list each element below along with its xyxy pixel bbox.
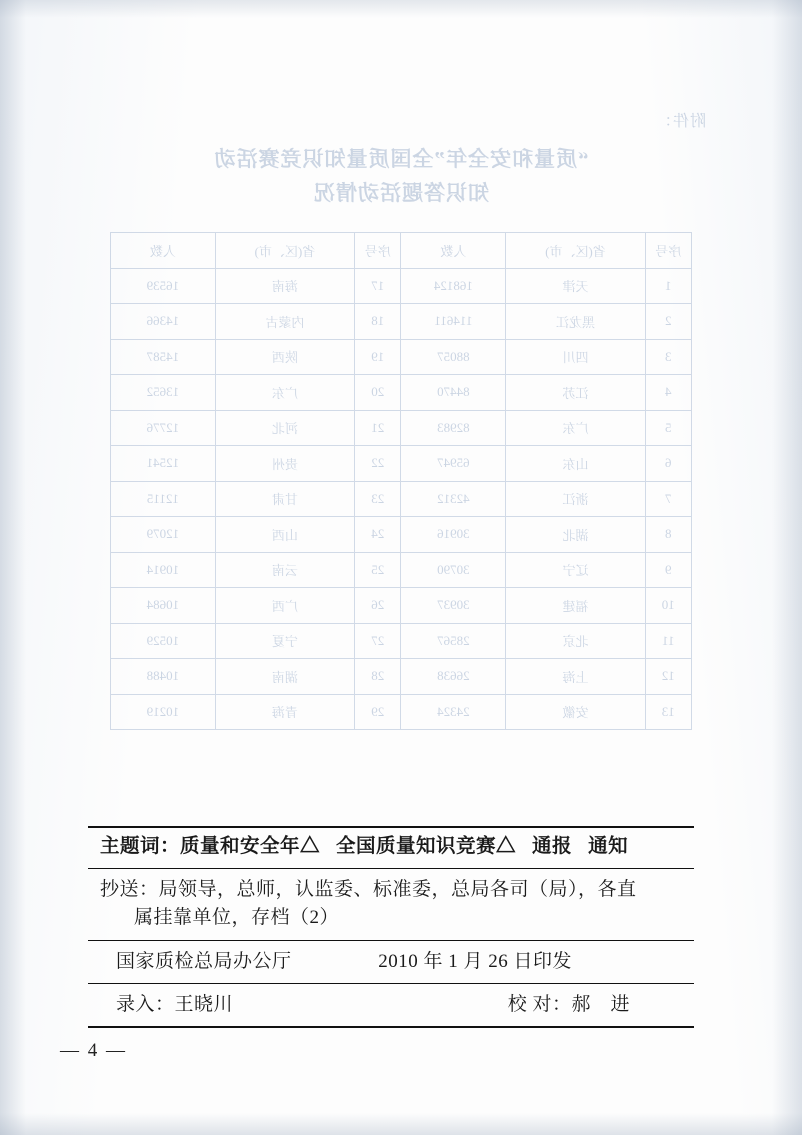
bleed-cell-no-left: 9 [645,552,691,588]
bleed-title [0,142,802,210]
bleed-cell-prov-left: 黑龙江 [506,304,645,340]
bleed-cell-prov-right: 贵州 [215,446,354,482]
scan-edge-left [0,0,26,1135]
bleed-cell-no-right: 26 [355,588,401,624]
bleed-table-row [111,694,692,730]
bleed-cell-no-right: 19 [355,339,401,375]
bleed-cell-num-left: 28567 [401,623,506,659]
bleed-cell-no-right: 17 [355,268,401,304]
bleed-cell-prov-left: 上海 [506,659,645,695]
bleed-cell-prov-left: 天津 [506,268,645,304]
bleed-cell-no-right: 21 [355,410,401,446]
bleed-cell-num-right: 13652 [111,375,216,411]
bleed-table [110,232,692,730]
bleed-header-prov-left: 省(区、市) [506,233,645,269]
issuer-row [88,941,694,984]
bleed-cell-prov-right: 海南 [215,268,354,304]
bleed-cell-num-left: 168124 [401,268,506,304]
proofreader-label: 校 对：郝 进 [507,994,630,1015]
bleed-cell-no-right: 28 [355,659,401,695]
bleed-cell-no-right: 29 [355,694,401,730]
bleed-cell-prov-right: 山西 [215,517,354,553]
bleed-cell-prov-left: 浙江 [506,481,645,517]
bleed-cell-prov-right: 青海 [215,694,354,730]
scan-edge-right [772,0,802,1135]
bleed-header-no-right: 序号 [355,233,401,269]
bleed-table-row [111,410,692,446]
bleed-table-row [111,375,692,411]
bleed-cell-prov-right: 宁夏 [215,623,354,659]
bleed-cell-num-left: 65947 [401,446,506,482]
bleed-cell-num-left: 114611 [401,304,506,340]
bleed-cell-prov-right: 云南 [215,552,354,588]
bleed-cell-no-left: 4 [645,375,691,411]
bleed-title-line2: 知识答题活动情况 [313,181,489,205]
keywords-row [88,828,694,869]
bleed-cell-num-left: 82983 [401,410,506,446]
bleed-cell-no-left: 7 [645,481,691,517]
bleed-cell-num-right: 10488 [111,659,216,695]
bleed-cell-num-right: 10219 [111,694,216,730]
bleed-table-row [111,659,692,695]
bleed-table-row [111,304,692,340]
bleed-cell-prov-left: 江苏 [506,375,645,411]
bleed-corner-note: 附件： [654,113,706,130]
bleed-cell-num-left: 30916 [401,517,506,553]
bleed-cell-prov-right: 甘肃 [215,481,354,517]
bleed-cell-no-right: 27 [355,623,401,659]
bleed-cell-no-right: 18 [355,304,401,340]
typist-row [88,984,694,1026]
bleed-cell-num-right: 14366 [111,304,216,340]
bleed-cell-prov-left: 四川 [506,339,645,375]
bleed-cell-num-right: 14587 [111,339,216,375]
bleed-header-no-left: 序号 [645,233,691,269]
bleed-cell-num-right: 12079 [111,517,216,553]
bleed-cell-prov-left: 安徽 [506,694,645,730]
bleed-cell-num-left: 26638 [401,659,506,695]
issuer-office: 国家质检总局办公厅 [116,951,292,972]
bleed-cell-prov-right: 河北 [215,410,354,446]
bleed-cell-no-right: 25 [355,552,401,588]
bleed-cell-num-left: 30790 [401,552,506,588]
keyword-item-3: 通知 [588,836,629,857]
bleed-cell-prov-right: 广西 [215,588,354,624]
bleed-cell-no-left: 11 [645,623,691,659]
bleed-cell-prov-left: 福建 [506,588,645,624]
bleed-cell-num-left: 42312 [401,481,506,517]
issue-date: 2010 年 1 月 26 日印发 [378,951,572,972]
bleed-header-num-left: 人数 [401,233,506,269]
bleed-table-row [111,517,692,553]
bleed-cell-num-right: 12541 [111,446,216,482]
keyword-item-1: 全国质量知识竞赛△ [336,836,517,857]
bleed-header-num-right: 人数 [111,233,216,269]
bleed-cell-prov-left: 湖北 [506,517,645,553]
bleed-cell-no-left: 10 [645,588,691,624]
bleed-cell-no-left: 3 [645,339,691,375]
bleed-cell-num-left: 88057 [401,339,506,375]
bleed-cell-no-right: 20 [355,375,401,411]
document-footer-block [88,826,694,1028]
bleed-cell-prov-right: 内蒙古 [215,304,354,340]
bleed-cell-no-right: 23 [355,481,401,517]
cc-line-2: 属挂靠单位，存档（2） [134,907,340,928]
bleed-cell-prov-left: 辽宁 [506,552,645,588]
bleed-cell-num-right: 10684 [111,588,216,624]
bleed-table-row [111,481,692,517]
bleed-cell-prov-left: 山东 [506,446,645,482]
bleed-cell-no-left: 1 [645,268,691,304]
bleed-cell-num-right: 12115 [111,481,216,517]
page-number: — 4 — [60,1040,127,1061]
cc-text-1: 局领导，总师，认监委、标准委，总局各司（局），各直 [158,879,637,900]
bleed-table-row [111,623,692,659]
bleed-table-row [111,552,692,588]
cc-row [88,869,694,941]
bleed-cell-no-left: 5 [645,410,691,446]
bleed-cell-no-left: 12 [645,659,691,695]
bleed-cell-no-right: 24 [355,517,401,553]
bleed-cell-no-right: 22 [355,446,401,482]
keywords-label: 主题词： [100,836,181,857]
bleed-cell-num-left: 30937 [401,588,506,624]
scan-edge-top [0,0,802,18]
scan-edge-bottom [0,1113,802,1135]
bleed-cell-no-left: 13 [645,694,691,730]
bleed-table-body [111,233,692,730]
bleed-cell-prov-right: 湖南 [215,659,354,695]
bleed-title-line1: “质量和安全年”全国质量知识竞赛活动 [213,147,589,171]
bleed-cell-num-right: 12776 [111,410,216,446]
bleed-cell-prov-left: 北京 [506,623,645,659]
bleed-cell-num-right: 16539 [111,268,216,304]
bleed-table-header-row [111,233,692,269]
bleed-table-row [111,339,692,375]
bleed-cell-num-right: 10529 [111,623,216,659]
bleed-cell-no-left: 2 [645,304,691,340]
bleed-table-row [111,268,692,304]
bleed-cell-no-left: 6 [645,446,691,482]
bleed-cell-num-left: 24324 [401,694,506,730]
bleed-cell-prov-left: 广东 [506,410,645,446]
bleed-table-row [111,588,692,624]
bleed-cell-prov-right: 广东 [215,375,354,411]
typist-label: 录入：王晓川 [116,994,234,1015]
bleed-cell-num-left: 84470 [401,375,506,411]
bleed-cell-no-left: 8 [645,517,691,553]
bleed-header-prov-right: 省(区、市) [215,233,354,269]
keyword-item-0: 质量和安全年△ [180,836,321,857]
cc-label: 抄送： [100,879,159,900]
bleed-cell-prov-right: 陕西 [215,339,354,375]
bleed-table-row [111,446,692,482]
keyword-item-2: 通报 [532,836,573,857]
cc-line-1 [100,876,684,904]
bleed-cell-num-right: 10914 [111,552,216,588]
